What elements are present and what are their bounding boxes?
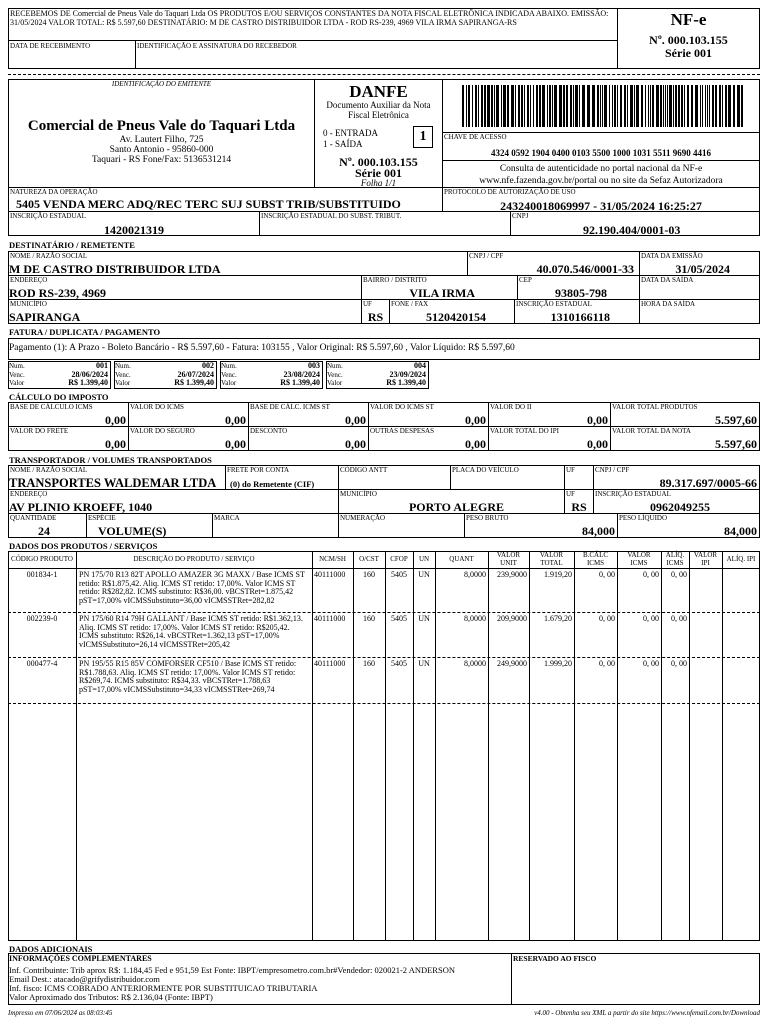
species-label: ESPÉCIE bbox=[88, 514, 116, 522]
carrier-cnpj-label: CNPJ / CPF bbox=[595, 466, 630, 474]
issuer-address: Av. Lautert Filho, 725 bbox=[119, 135, 204, 145]
species-value: VOLUME(S) bbox=[98, 524, 167, 538]
recipient-cep: 93805-798 bbox=[555, 286, 607, 300]
products-header: VALOR TOTAL bbox=[539, 551, 564, 567]
product-cst: 160 bbox=[363, 659, 375, 668]
recipient-uf-label: UF bbox=[363, 300, 372, 308]
antt-label: CÓDIGO ANTT bbox=[340, 466, 388, 474]
tax-value: 5.597,60 bbox=[715, 437, 757, 451]
product-code: 000477-4 bbox=[26, 659, 58, 668]
tax-label: DESCONTO bbox=[250, 427, 288, 435]
products-header: NCM/SH bbox=[319, 555, 346, 563]
exit-date-label: DATA DA SAÍDA bbox=[641, 276, 694, 284]
product-aliq: 0, 00 bbox=[671, 614, 687, 623]
cut-line bbox=[8, 74, 760, 75]
issuer-district: Santo Antonio - 95860-000 bbox=[109, 145, 214, 155]
tax-value: 0,00 bbox=[465, 413, 486, 427]
column-divider bbox=[353, 551, 354, 941]
carrier-ie: 0962049255 bbox=[650, 500, 710, 514]
danfe-title: DANFE bbox=[349, 82, 408, 101]
tax-label: VALOR DO ICMS bbox=[130, 403, 184, 411]
danfe-number: Nº. 000.103.155 bbox=[339, 155, 418, 169]
product-ncm: 40111000 bbox=[314, 659, 346, 668]
ie-label: INSCRIÇÃO ESTADUAL bbox=[10, 212, 86, 220]
consult-line-2: www.nfe.fazenda.gov.br/portal ou no site da Sefaz Autorizadora bbox=[479, 176, 723, 186]
installment-venc: 28/06/2024 bbox=[71, 370, 108, 379]
transport-section: TRANSPORTADOR / VOLUMES TRANSPORTADOS bbox=[9, 455, 212, 465]
barcode-icon bbox=[462, 85, 744, 127]
tax-label: VALOR DO FRETE bbox=[10, 427, 69, 435]
carrier-uf-label: UF bbox=[566, 466, 575, 474]
issuer-label: IDENTIFICAÇÃO DO EMITENTE bbox=[111, 80, 212, 88]
row-separator bbox=[8, 703, 760, 704]
product-code: 002239-0 bbox=[26, 614, 58, 623]
billing-text: Pagamento (1): A Prazo - Boleto Bancário - R$ 5.597,60 - Fatura: 103155 , Valor Original: R$ 5.597,60 , Valor Líquido: R$ 5.597,60 bbox=[9, 343, 515, 353]
danfe-entrada: 0 - ENTRADA bbox=[323, 128, 378, 138]
installment-num: 002 bbox=[202, 361, 214, 370]
tax-value: 0,00 bbox=[345, 437, 366, 451]
gross-weight-label: PESO BRUTO bbox=[466, 514, 509, 522]
product-un: UN bbox=[418, 570, 430, 579]
carrier-city: PORTO ALEGRE bbox=[408, 500, 504, 514]
carrier-uf2-label: UF bbox=[566, 490, 575, 498]
product-icms: 0, 00 bbox=[643, 659, 659, 668]
installment-venc-label: Venc. bbox=[221, 371, 237, 379]
recipient-address: ROD RS-239, 4969 bbox=[9, 286, 107, 300]
products-header: ALÍQ. ICMS bbox=[665, 551, 685, 567]
tax-value: 0,00 bbox=[465, 437, 486, 451]
additional-info-line: Valor Aproximado dos Tributos: R$ 2.136,04 (Fonte: IBPT) bbox=[9, 992, 213, 1002]
product-aliq: 0, 00 bbox=[671, 570, 687, 579]
fisco-label: RESERVADO AO FISCO bbox=[513, 954, 597, 963]
issuer-cnpj-value: 92.190.404/0001-03 bbox=[583, 223, 681, 237]
qty-value: 24 bbox=[38, 524, 50, 538]
protocolo-label: PROTOCOLO DE AUTORIZAÇÃO DE USO bbox=[444, 188, 576, 196]
access-key-label: CHAVE DE ACESSO bbox=[444, 133, 507, 141]
products-section: DADOS DOS PRODUTOS / SERVIÇOS bbox=[9, 541, 158, 551]
tax-value: 0,00 bbox=[225, 437, 246, 451]
protocolo-value: 243240018069997 - 31/05/2024 16:25:27 bbox=[500, 199, 702, 213]
additional-info-label: INFORMAÇÕES COMPLEMENTARES bbox=[9, 954, 152, 963]
numbering-label: NUMERAÇÃO bbox=[340, 514, 386, 522]
tax-value: 0,00 bbox=[587, 437, 608, 451]
recipient-cnpj-label: CNPJ / CPF bbox=[469, 252, 504, 260]
products-header: VALOR UNIT bbox=[496, 551, 521, 567]
tax-value: 0,00 bbox=[587, 413, 608, 427]
row-separator bbox=[8, 612, 760, 613]
product-total: 1.999,20 bbox=[544, 659, 572, 668]
recipient-city-label: MUNICÍPIO bbox=[10, 300, 47, 308]
recipient-name-label: NOME / RAZÃO SOCIAL bbox=[10, 252, 88, 260]
recipient-phone: 5120420154 bbox=[426, 310, 486, 324]
printed-timestamp: Impresso em 07/06/2024 as 08:03:45 bbox=[8, 1009, 113, 1017]
product-cfop: 5405 bbox=[391, 614, 407, 623]
installment-num-label: Num. bbox=[9, 362, 25, 370]
recipient-name: M DE CASTRO DISTRIBUIDOR LTDA bbox=[9, 262, 221, 276]
carrier-name: TRANSPORTES WALDEMAR LTDA bbox=[9, 476, 217, 490]
brand-label: MARCA bbox=[214, 514, 240, 522]
column-divider bbox=[435, 551, 436, 941]
column-divider bbox=[385, 551, 386, 941]
natureza-label: NATUREZA DA OPERAÇÃO bbox=[10, 188, 98, 196]
tax-section: CÁLCULO DO IMPOSTO bbox=[9, 392, 109, 402]
additional-info-line: Inf. Contribuinte: Trib aprox R$: 1.184,45 Fed e 951,59 Est Fonte: IBPT/empresometro.com.br#Vendedor: 020021-2 ANDERSON bbox=[9, 965, 455, 975]
row-separator bbox=[8, 657, 760, 658]
carrier-cnpj: 89.317.697/0005-66 bbox=[659, 476, 757, 490]
column-divider bbox=[661, 551, 662, 941]
products-header: CÓDIGO PRODUTO bbox=[11, 555, 73, 563]
recipient-phone-label: FONE / FAX bbox=[391, 300, 429, 308]
freight-value: (0) do Remetente (CIF) bbox=[230, 479, 315, 489]
product-total: 1.919,20 bbox=[544, 570, 572, 579]
product-ncm: 40111000 bbox=[314, 570, 346, 579]
carrier-address-label: ENDEREÇO bbox=[10, 490, 48, 498]
tax-value: 0,00 bbox=[105, 437, 126, 451]
column-divider bbox=[488, 551, 489, 941]
installment-venc-label: Venc. bbox=[9, 371, 25, 379]
recipient-cep-label: CEP bbox=[519, 276, 532, 284]
product-total: 1.679,20 bbox=[544, 614, 572, 623]
products-header: VALOR ICMS bbox=[627, 551, 651, 567]
tax-label: VALOR DO SEGURO bbox=[130, 427, 195, 435]
installment-valor-label: Valor bbox=[327, 379, 343, 387]
recipient-uf: RS bbox=[367, 310, 384, 324]
additional-info-line: Email Dest.: atacado@grifydistribuidor.com bbox=[9, 974, 160, 984]
product-bc: 0, 00 bbox=[599, 659, 615, 668]
product-icms: 0, 00 bbox=[643, 570, 659, 579]
product-unit: 249,9000 bbox=[497, 659, 527, 668]
product-description: PN 195/55 R15 85V COMFORSER CF510 / Base ICMS ST retido: R$1.788,63. Aliq. ICMS ST retido: 17,00%. Valor ICMS ST retido: R$269,74. ICMS substituto: R$34,33. vBCSTRet=1.788,63 pST=17,00% vICMSSubstituto=34,33 vICMSSTRet=269,74 bbox=[79, 659, 297, 694]
product-ncm: 40111000 bbox=[314, 614, 346, 623]
products-header: VALOR IPI bbox=[693, 551, 718, 567]
installment-valor-label: Valor bbox=[9, 379, 25, 387]
recipient-cnpj: 40.070.546/0001-33 bbox=[536, 262, 634, 276]
tax-label: BASE DE CÁLC. ICMS ST bbox=[250, 403, 330, 411]
installment-valor: R$ 1.399,40 bbox=[68, 378, 108, 387]
column-divider bbox=[413, 551, 414, 941]
receipt-text: RECEBEMOS DE Comercial de Pneus Vale do Taquari Ltda OS PRODUTOS E/OU SERVIÇOS CONSTANTES DA NOTA FISCAL ELETRÔNICA INDICADA ABAIXO. EMISSÃO: 31/05/2024 VALOR TOTAL: R$ 5.597,60 DESTINATÁRIO: M DE CASTRO DISTRIBUIDOR LTDA - ROD RS-239, 4969 VILA IRMA SAPIRANGA-RS bbox=[10, 9, 609, 27]
product-cst: 160 bbox=[363, 614, 375, 623]
installment-num-label: Num. bbox=[221, 362, 237, 370]
recipient-district: VILA IRMA bbox=[409, 286, 475, 300]
ie-value: 1420021319 bbox=[104, 223, 164, 237]
billing-section: FATURA / DUPLICATA / PAGAMENTO bbox=[9, 327, 161, 337]
danfe-type-box: 1 bbox=[413, 126, 433, 148]
consult-line-1: Consulta de autenticidade no portal nacional da NF-e bbox=[499, 164, 703, 174]
danfe-serie: Série 001 bbox=[355, 166, 402, 180]
receipt-nfe-serie: Série 001 bbox=[665, 46, 712, 60]
gross-weight: 84,000 bbox=[582, 524, 615, 538]
tax-value: 0,00 bbox=[105, 413, 126, 427]
emission-date: 31/05/2024 bbox=[675, 262, 730, 276]
installment-valor: R$ 1.399,40 bbox=[280, 378, 320, 387]
issuer-name: Comercial de Pneus Vale do Taquari Ltda bbox=[27, 118, 296, 134]
tax-label: VALOR DO II bbox=[490, 403, 532, 411]
tax-label: BASE DE CÁLCULO ICMS bbox=[10, 403, 93, 411]
installment-venc-label: Venc. bbox=[327, 371, 343, 379]
column-divider bbox=[312, 551, 313, 941]
installment-venc: 23/08/2024 bbox=[283, 370, 320, 379]
tax-label: OUTRAS DESPESAS bbox=[370, 427, 434, 435]
danfe-folha: Folha 1/1 bbox=[360, 178, 397, 188]
product-qty: 8,0000 bbox=[464, 570, 486, 579]
products-header: ALÍQ. IPI bbox=[726, 555, 756, 563]
installment-num: 004 bbox=[414, 361, 426, 370]
products-header: CFOP bbox=[390, 555, 408, 563]
receipt-date-label: DATA DE RECEBIMENTO bbox=[10, 42, 91, 50]
emission-label: DATA DA EMISSÃO bbox=[641, 252, 703, 260]
tax-label: VALOR TOTAL DO IPI bbox=[490, 427, 559, 435]
iest-label: INSCRIÇÃO ESTADUAL DO SUBST. TRIBUT. bbox=[261, 212, 402, 220]
carrier-uf2: RS bbox=[571, 500, 587, 514]
product-icms: 0, 00 bbox=[643, 614, 659, 623]
tax-label: VALOR DO ICMS ST bbox=[370, 403, 434, 411]
installment-valor-label: Valor bbox=[221, 379, 237, 387]
carrier-name-label: NOME / RAZÃO SOCIAL bbox=[10, 466, 88, 474]
products-table bbox=[8, 551, 760, 941]
tax-value: 5.597,60 bbox=[715, 413, 757, 427]
product-qty: 8,0000 bbox=[464, 614, 486, 623]
installment-valor: R$ 1.399,40 bbox=[174, 378, 214, 387]
issuer-cnpj-label: CNPJ bbox=[512, 212, 529, 220]
product-cst: 160 bbox=[363, 570, 375, 579]
recipient-address-label: ENDEREÇO bbox=[10, 276, 48, 284]
danfe-saida: 1 - SAÍDA bbox=[323, 139, 363, 149]
product-cfop: 5405 bbox=[391, 659, 407, 668]
products-header: B.CÁLC ICMS bbox=[582, 551, 609, 567]
column-divider bbox=[617, 551, 618, 941]
qty-label: QUANTIDADE bbox=[10, 514, 57, 522]
installment-venc: 23/09/2024 bbox=[389, 370, 426, 379]
column-divider bbox=[722, 551, 723, 941]
receipt-signature-label: IDENTIFICAÇÃO E ASSINATURA DO RECEBEDOR bbox=[137, 42, 297, 50]
installment-venc: 26/07/2024 bbox=[177, 370, 214, 379]
installment-num: 003 bbox=[308, 361, 320, 370]
product-un: UN bbox=[418, 614, 430, 623]
plate-label: PLACA DO VEÍCULO bbox=[452, 466, 519, 474]
receipt-nfe-title: NF-e bbox=[670, 10, 707, 29]
installment-venc-label: Venc. bbox=[115, 371, 131, 379]
recipient-section: DESTINATÁRIO / REMETENTE bbox=[9, 240, 135, 250]
product-description: PN 175/70 R13 82T APOLLO AMAZER 3G MAXX / Base ICMS ST retido: R$1.875,42. Aliq. ICMS ST retido: 17,00%. Valor ICMS ST retido: R$282,82. ICMS substituto: R$36,00. vBCSTRet=1.875,42 pST=17,00% vICMSSubstituto=36,00 vICMSSTRet=282,82 bbox=[79, 570, 305, 605]
net-weight: 84,000 bbox=[724, 524, 757, 538]
installment-valor-label: Valor bbox=[115, 379, 131, 387]
product-description: PN 175/60 R14 79H GALLANT / Base ICMS ST retido: R$1.362,13. Aliq. ICMS ST retido: 17,00%. Valor ICMS ST retido: R$205,42. ICMS substituto: R$26,14. vBCSTRet=1.362,13 pST=17,00% vICMSSubstituto=26,14 vICMSSTRet=205,42 bbox=[79, 614, 303, 649]
exit-time-label: HORA DA SAÍDA bbox=[641, 300, 696, 308]
recipient-district-label: BAIRRO / DISTRITO bbox=[363, 276, 427, 284]
product-unit: 239,9000 bbox=[497, 570, 527, 579]
installment-valor: R$ 1.399,40 bbox=[386, 378, 426, 387]
additional-section: DADOS ADICIONAIS bbox=[9, 944, 93, 954]
danfe-subtitle: Documento Auxiliar da Nota Fiscal Eletrônica bbox=[326, 100, 431, 120]
product-cfop: 5405 bbox=[391, 570, 407, 579]
product-code: 001834-1 bbox=[26, 570, 58, 579]
products-header: DESCRIÇÃO DO PRODUTO / SERVIÇO bbox=[133, 555, 255, 563]
product-un: UN bbox=[418, 659, 430, 668]
product-bc: 0, 00 bbox=[599, 614, 615, 623]
product-bc: 0, 00 bbox=[599, 570, 615, 579]
product-aliq: 0, 00 bbox=[671, 659, 687, 668]
tax-label: VALOR TOTAL PRODUTOS bbox=[612, 403, 698, 411]
installment-num-label: Num. bbox=[327, 362, 343, 370]
product-unit: 209,9000 bbox=[497, 614, 527, 623]
column-divider bbox=[689, 551, 690, 941]
product-qty: 8,0000 bbox=[464, 659, 486, 668]
installment-num-label: Num. bbox=[115, 362, 131, 370]
net-weight-label: PESO LÍQUIDO bbox=[619, 514, 668, 522]
column-divider bbox=[574, 551, 575, 941]
carrier-city-label: MUNICÍPIO bbox=[340, 490, 377, 498]
tax-value: 0,00 bbox=[225, 413, 246, 427]
receipt-nfe-number: Nº. 000.103.155 bbox=[649, 33, 728, 47]
products-header: UN bbox=[418, 555, 430, 563]
recipient-ie: 1310166118 bbox=[550, 310, 610, 324]
tax-value: 0,00 bbox=[345, 413, 366, 427]
recipient-ie-label: INSCRIÇÃO ESTADUAL bbox=[516, 300, 592, 308]
products-header-line bbox=[8, 568, 760, 569]
products-header: O/CST bbox=[359, 555, 379, 563]
column-divider bbox=[76, 551, 77, 941]
footer-credit: v4.00 - Obtenha seu XML a partir do site https://www.nfemail.com.br/Download bbox=[534, 1009, 760, 1017]
products-header: QUANT bbox=[449, 555, 474, 563]
installment-num: 001 bbox=[96, 361, 108, 370]
additional-info-line: Inf. fisco: ICMS COBRADO ANTERIORMENTE POR SUBSTITUICAO TRIBUTARIA bbox=[9, 983, 318, 993]
access-key[interactable]: 4324 0592 1904 0400 0103 5500 1000 1031 5511 9690 4416 bbox=[490, 148, 711, 158]
natureza-value: 5405 VENDA MERC ADQ/REC TERC SUJ SUBST TRIB/SUBSTITUIDO bbox=[16, 197, 401, 211]
freight-label: FRETE POR CONTA bbox=[227, 466, 290, 474]
carrier-address: AV PLINIO KROEFF, 1040 bbox=[9, 500, 153, 514]
recipient-city: SAPIRANGA bbox=[9, 310, 81, 324]
carrier-ie-label: INSCRIÇÃO ESTADUAL bbox=[595, 490, 671, 498]
column-divider bbox=[529, 551, 530, 941]
tax-label: VALOR TOTAL DA NOTA bbox=[612, 427, 691, 435]
issuer-city: Taquari - RS Fone/Fax: 5136531214 bbox=[91, 155, 232, 165]
